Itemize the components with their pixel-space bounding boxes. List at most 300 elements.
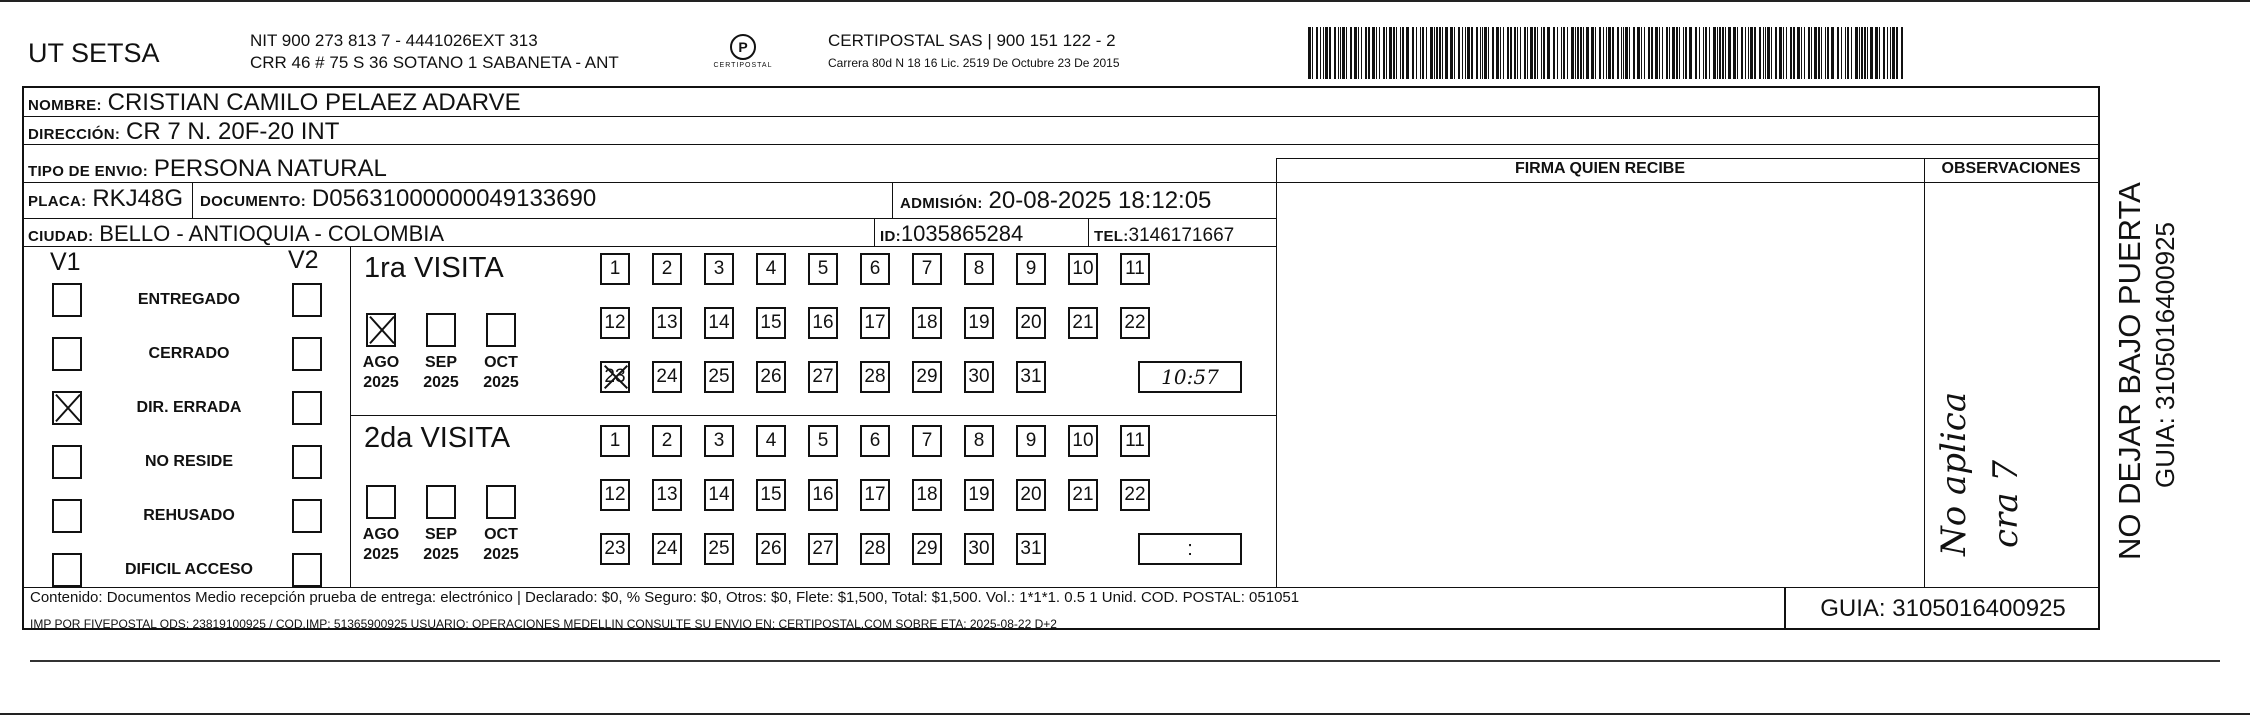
status-label: NO RESIDE: [144, 453, 233, 470]
col-divider: [192, 182, 193, 218]
barcode-bar: [1847, 27, 1849, 79]
observation-note-2: cra 7: [1986, 459, 2026, 548]
month-name: AGO: [362, 354, 400, 371]
day-box[interactable]: 7: [912, 253, 942, 285]
tel-field: [1094, 223, 1234, 247]
documento-value: D05631000000049133690: [311, 185, 597, 212]
nombre-label: NOMBRE:: [28, 97, 102, 114]
hour-box[interactable]: 10:57: [1138, 361, 1242, 393]
day-box[interactable]: 5: [808, 253, 838, 285]
day-box[interactable]: 8: [964, 425, 994, 457]
month-label: [358, 525, 404, 565]
day-box[interactable]: 15: [756, 307, 786, 339]
day-box[interactable]: 4: [756, 253, 786, 285]
address-line: CRR 46 # 75 S 36 SOTANO 1 SABANETA - ANT: [250, 53, 619, 72]
barcode-bar: [1651, 27, 1653, 79]
barcode-bar: [1683, 27, 1684, 79]
placa-label: PLACA:: [28, 193, 87, 210]
v1-checkbox[interactable]: [52, 337, 82, 371]
v2-checkbox[interactable]: [292, 337, 322, 371]
barcode-bar: [1875, 27, 1878, 79]
barcode-bar: [1612, 27, 1614, 79]
barcode-bar: [1434, 27, 1435, 79]
barcode-bar: [1527, 27, 1528, 79]
placa-value: RKJ48G: [92, 185, 184, 212]
tipo-field: [28, 155, 387, 183]
v1-checkbox[interactable]: [52, 553, 82, 587]
barcode-bar: [1703, 27, 1704, 79]
barcode-bar: [1629, 27, 1630, 79]
barcode-bar: [1567, 27, 1568, 79]
barcode-bar: [1561, 27, 1562, 79]
barcode-bar: [1662, 27, 1663, 79]
month-year: 2025: [483, 546, 519, 563]
day-box[interactable]: 3: [704, 253, 734, 285]
hour-box[interactable]: :: [1138, 533, 1242, 565]
v1-checkbox[interactable]: [52, 499, 82, 533]
v1-checkbox[interactable]: [52, 283, 82, 317]
day-box[interactable]: 1: [600, 253, 630, 285]
barcode-bar: [1354, 27, 1357, 79]
ciudad-value: BELLO - ANTIOQUIA - COLOMBIA: [99, 221, 445, 246]
barcode-bar: [1439, 27, 1441, 79]
status-label: ENTREGADO: [137, 291, 241, 308]
day-box[interactable]: 21: [1068, 307, 1098, 339]
barcode-bar: [1517, 27, 1518, 79]
id-value: 1035865284: [900, 221, 1024, 246]
barcode-bar: [1480, 27, 1481, 79]
barcode-bar: [1790, 27, 1792, 79]
day-box[interactable]: 15: [756, 479, 786, 511]
direccion-label: DIRECCIÓN:: [28, 126, 121, 143]
barcode-bar: [1763, 27, 1764, 79]
day-box[interactable]: 31: [1016, 361, 1046, 393]
placa-field: [28, 185, 183, 213]
barcode-bar: [1595, 27, 1596, 79]
barcode-bar: [1733, 27, 1736, 79]
direccion-field: [28, 118, 339, 146]
barcode-bar: [1837, 27, 1839, 79]
barcode-bar: [1779, 27, 1782, 79]
barcode-bar: [1748, 27, 1749, 79]
barcode-bar: [1586, 27, 1589, 79]
day-box[interactable]: 18: [912, 307, 942, 339]
day-box[interactable]: 21: [1068, 479, 1098, 511]
delivery-form: [22, 86, 2100, 630]
barcode-bar: [1870, 27, 1873, 79]
barcode-bar: [1334, 27, 1336, 79]
day-box[interactable]: 26: [756, 361, 786, 393]
documento-label: DOCUMENTO:: [200, 193, 307, 210]
barcode-bar: [1699, 27, 1700, 79]
barcode-bar: [1648, 27, 1650, 79]
barcode-bar: [1400, 27, 1401, 79]
month-checkbox[interactable]: [366, 485, 396, 519]
documento-field: [200, 185, 596, 213]
barcode-bar: [1577, 27, 1579, 79]
day-box[interactable]: 29: [912, 533, 942, 565]
barcode-bar: [1851, 27, 1852, 79]
barcode-bar: [1379, 27, 1380, 79]
barcode-bar: [1750, 27, 1753, 79]
no-dejar-notice: NO DEJAR BAJO PUERTA: [2112, 182, 2147, 560]
status-label: REHUSADO: [143, 507, 235, 524]
barcode-bar: [1372, 27, 1375, 79]
carrier-license: Carrera 80d N 18 16 Lic. 2519 De Octubre 23 De 2015: [828, 56, 1120, 70]
status-label: DIR. ERRADA: [136, 399, 242, 416]
barcode-bar: [1575, 27, 1576, 79]
day-box[interactable]: 11: [1120, 425, 1150, 457]
day-box[interactable]: 1: [600, 425, 630, 457]
barcode-bar: [1737, 27, 1738, 79]
barcode-bar: [1383, 27, 1385, 79]
month-label: [358, 353, 404, 393]
day-box[interactable]: 16: [808, 307, 838, 339]
barcode-bar: [1728, 27, 1731, 79]
barcode-bar: [1338, 27, 1339, 79]
carrier-line: CERTIPOSTAL SAS | 900 151 122 - 2: [828, 31, 1116, 50]
v2-header: V2: [288, 246, 319, 274]
admision-value: 20-08-2025 18:12:05: [988, 187, 1212, 214]
col-divider: [1276, 158, 1277, 587]
barcode-bar: [1879, 27, 1880, 79]
barcode-bar: [1606, 27, 1607, 79]
direccion-value: CR 7 N. 20F-20 INT: [126, 118, 340, 145]
day-box[interactable]: 25: [704, 361, 734, 393]
barcode-bar: [1786, 27, 1787, 79]
v1-header: V1: [50, 248, 81, 276]
barcode-bar: [1361, 27, 1362, 79]
barcode-bar: [1312, 27, 1313, 79]
day-box[interactable]: 18: [912, 479, 942, 511]
barcode-bar: [1462, 27, 1463, 79]
barcode-bar: [1426, 27, 1427, 79]
tel-label: TEL:: [1094, 228, 1129, 245]
barcode-bar: [1845, 27, 1846, 79]
barcode-bar: [1482, 27, 1483, 79]
day-box[interactable]: 17: [860, 479, 890, 511]
barcode-bar: [1340, 27, 1341, 79]
barcode-bar: [1386, 27, 1387, 79]
day-box[interactable]: 12: [600, 307, 630, 339]
ciudad-field: [28, 221, 444, 247]
barcode-bar: [1541, 27, 1542, 79]
barcode-bar: [1376, 27, 1377, 79]
barcode-bar: [1814, 27, 1817, 79]
barcode-bar: [1534, 27, 1536, 79]
v2-checkbox[interactable]: [292, 445, 322, 479]
col-divider: [874, 218, 875, 246]
day-box[interactable]: 26: [756, 533, 786, 565]
day-box[interactable]: 14: [704, 307, 734, 339]
day-box[interactable]: 24: [652, 533, 682, 565]
barcode-bar: [1617, 27, 1619, 79]
month-checkbox[interactable]: [486, 313, 516, 347]
day-box[interactable]: 30: [964, 361, 994, 393]
barcode-bar: [1422, 27, 1424, 79]
barcode-bar: [1695, 27, 1697, 79]
guia-number: GUIA: 3105016400925: [1784, 588, 2100, 630]
barcode-bar: [1637, 27, 1640, 79]
day-box[interactable]: 6: [860, 425, 890, 457]
row-divider: [1276, 158, 2098, 159]
col-divider: [1924, 158, 1925, 587]
barcode-bar: [1471, 27, 1473, 79]
barcode-bar: [1831, 27, 1834, 79]
barcode-bar: [1861, 27, 1863, 79]
day-box[interactable]: 22: [1120, 307, 1150, 339]
barcode-bar: [1454, 27, 1455, 79]
second-visit-title: 2da VISITA: [364, 422, 511, 454]
barcode-bar: [1765, 27, 1766, 79]
admision-label: ADMISIÓN:: [900, 195, 983, 212]
barcode-bar: [1365, 27, 1367, 79]
barcode-bar: [1767, 27, 1770, 79]
day-box[interactable]: 4: [756, 425, 786, 457]
barcode-bar: [1719, 27, 1721, 79]
sheet-bottom-edge: [30, 660, 2220, 662]
v2-checkbox[interactable]: [292, 283, 322, 317]
barcode-bar: [1368, 27, 1370, 79]
barcode-bar: [1709, 27, 1710, 79]
v1-checkbox[interactable]: [52, 391, 82, 425]
day-box[interactable]: 9: [1016, 253, 1046, 285]
barcode-bar: [1520, 27, 1521, 79]
logo-text: CERTIPOSTAL: [713, 62, 773, 69]
day-box[interactable]: 27: [808, 361, 838, 393]
barcode-bar: [1745, 27, 1746, 79]
barcode-bar: [1350, 27, 1352, 79]
month-name: OCT: [484, 354, 518, 371]
barcode-bar: [1467, 27, 1470, 79]
firma-header: FIRMA QUIEN RECIBE: [1514, 160, 1686, 177]
barcode-bar: [1821, 27, 1822, 79]
v1-checkbox[interactable]: [52, 445, 82, 479]
day-box[interactable]: 19: [964, 307, 994, 339]
day-box[interactable]: 11: [1120, 253, 1150, 285]
day-box[interactable]: 22: [1120, 479, 1150, 511]
barcode-bar: [1323, 27, 1324, 79]
barcode-bar: [1342, 27, 1345, 79]
company-name: UT SETSA: [28, 38, 160, 68]
barcode-bar: [1771, 27, 1772, 79]
barcode-bar: [1393, 27, 1395, 79]
day-box[interactable]: 9: [1016, 425, 1046, 457]
day-box[interactable]: 30: [964, 533, 994, 565]
month-year: 2025: [483, 374, 519, 391]
observation-note-1: No aplica: [1934, 391, 1974, 556]
barcode-bar: [1450, 27, 1453, 79]
certipostal-logo: [708, 34, 778, 74]
day-box[interactable]: 8: [964, 253, 994, 285]
month-name: SEP: [424, 526, 457, 543]
barcode-bar: [1603, 27, 1604, 79]
month-label: [478, 353, 524, 393]
barcode-bar: [1655, 27, 1658, 79]
first-visit-title: 1ra VISITA: [364, 252, 504, 284]
barcode-bar: [1416, 27, 1417, 79]
barcode-bar: [1442, 27, 1443, 79]
day-box[interactable]: 14: [704, 479, 734, 511]
content-details: Contenido: Documentos Medio recepción prueba de entrega: electrónico | Declarado: $0, % Seguro: $0, Otros: $0, Flete: $1,500, Total: $1,500. Vol.: 1*1*1. 0.5 1 Unid. COD. POSTAL: 051051: [30, 589, 1300, 606]
barcode-bar: [1685, 27, 1687, 79]
barcode-bar: [1496, 27, 1499, 79]
day-box[interactable]: 27: [808, 533, 838, 565]
barcode-bar: [1396, 27, 1397, 79]
barcode-bar: [1325, 27, 1328, 79]
day-box[interactable]: 13: [652, 479, 682, 511]
month-name: OCT: [484, 526, 518, 543]
barcode-bar: [1722, 27, 1724, 79]
barcode-bar: [1458, 27, 1460, 79]
barcode-bar: [1476, 27, 1478, 79]
barcode-bar: [1320, 27, 1321, 79]
day-box[interactable]: 25: [704, 533, 734, 565]
barcode-bar: [1571, 27, 1574, 79]
day-box[interactable]: 2: [652, 425, 682, 457]
barcode-bar: [1896, 27, 1898, 79]
barcode-bar: [1644, 27, 1645, 79]
day-box[interactable]: 28: [860, 533, 890, 565]
barcode-bar: [1608, 27, 1611, 79]
barcode-bar: [1883, 27, 1885, 79]
barcode-bar: [1659, 27, 1660, 79]
barcode-bar: [1793, 27, 1795, 79]
barcode-bar: [1430, 27, 1433, 79]
barcode-bar: [1484, 27, 1487, 79]
day-box[interactable]: 16: [808, 479, 838, 511]
barcode-bar: [1741, 27, 1743, 79]
barcode-bar: [1507, 27, 1509, 79]
side-guia: GUIA: 3105016400925: [2150, 222, 2180, 488]
day-box[interactable]: 6: [860, 253, 890, 285]
barcode-bar: [1864, 27, 1866, 79]
barcode-bar: [1811, 27, 1812, 79]
barcode-bar: [1725, 27, 1726, 79]
barcode-bar: [1488, 27, 1489, 79]
day-box[interactable]: 17: [860, 307, 890, 339]
barcode-bar: [1825, 27, 1826, 79]
logo-icon: P: [730, 34, 756, 60]
barcode-bar: [1689, 27, 1692, 79]
barcode-bar: [1308, 27, 1311, 79]
id-field: [880, 221, 1023, 247]
barcode-bar: [1621, 27, 1622, 79]
barcode-bar: [1623, 27, 1624, 79]
barcode-bar: [1346, 27, 1347, 79]
barcode-bar: [1713, 27, 1716, 79]
barcode-bar: [1510, 27, 1512, 79]
barcode-bar: [1465, 27, 1466, 79]
barcode-bar: [1530, 27, 1533, 79]
barcode-bar: [1827, 27, 1829, 79]
barcode-bar: [1583, 27, 1584, 79]
col-divider: [892, 182, 893, 218]
month-year: 2025: [363, 546, 399, 563]
day-box[interactable]: 13: [652, 307, 682, 339]
barcode-bar: [1358, 27, 1359, 79]
barcode-bar: [1547, 27, 1550, 79]
barcode-bar: [1580, 27, 1582, 79]
admision-field: [900, 187, 1211, 215]
day-box[interactable]: 10: [1068, 425, 1098, 457]
day-box[interactable]: 2: [652, 253, 682, 285]
status-label: CERRADO: [148, 345, 230, 362]
barcode-bar: [1666, 27, 1668, 79]
barcode-bar: [1402, 27, 1404, 79]
barcode-bar: [1524, 27, 1526, 79]
barcode-bar: [1867, 27, 1868, 79]
barcode-bar: [1329, 27, 1331, 79]
month-checkbox[interactable]: [366, 313, 396, 347]
day-box[interactable]: 28: [860, 361, 890, 393]
barcode-bar: [1783, 27, 1784, 79]
v2-checkbox[interactable]: [292, 391, 322, 425]
nombre-field: [28, 89, 521, 117]
barcode-bar: [1818, 27, 1820, 79]
row-divider: [1276, 182, 2098, 183]
day-box[interactable]: 23: [600, 533, 630, 565]
barcode-bar: [1514, 27, 1517, 79]
barcode-bar: [1901, 27, 1903, 79]
month-checkbox[interactable]: [426, 485, 456, 519]
barcode-bar: [1859, 27, 1860, 79]
day-box[interactable]: 7: [912, 425, 942, 457]
barcode-bar: [1705, 27, 1707, 79]
day-box[interactable]: 20: [1016, 307, 1046, 339]
day-box[interactable]: 29: [912, 361, 942, 393]
barcode-bar: [1801, 27, 1802, 79]
month-year: 2025: [363, 374, 399, 391]
day-box[interactable]: 10: [1068, 253, 1098, 285]
barcode-bar: [1892, 27, 1895, 79]
v2-checkbox[interactable]: [292, 499, 322, 533]
barcode-bar: [1633, 27, 1635, 79]
barcode-bar: [1543, 27, 1545, 79]
carrier-info: [828, 30, 1120, 74]
row-divider: [350, 415, 1276, 416]
barcode-bar: [1775, 27, 1777, 79]
col-divider: [350, 246, 351, 587]
col-divider: [2098, 88, 2099, 628]
day-box[interactable]: 5: [808, 425, 838, 457]
barcode-bar: [1591, 27, 1594, 79]
barcode-bar: [1406, 27, 1409, 79]
day-box[interactable]: 19: [964, 479, 994, 511]
barcode-bar: [1679, 27, 1680, 79]
barcode-bar: [1557, 27, 1558, 79]
barcode-bar: [1797, 27, 1800, 79]
day-box[interactable]: 20: [1016, 479, 1046, 511]
v2-checkbox[interactable]: [292, 553, 322, 587]
day-box[interactable]: 3: [704, 425, 734, 457]
barcode-bar: [1389, 27, 1392, 79]
tel-value: 3146171667: [1128, 225, 1235, 246]
month-checkbox[interactable]: [426, 313, 456, 347]
day-box[interactable]: 31: [1016, 533, 1046, 565]
day-box[interactable]: 12: [600, 479, 630, 511]
day-box[interactable]: 23: [600, 361, 630, 393]
barcode-bar: [1563, 27, 1565, 79]
barcode-bar: [1445, 27, 1448, 79]
day-box[interactable]: 24: [652, 361, 682, 393]
barcode-bar: [1672, 27, 1675, 79]
company-info: [250, 30, 619, 74]
month-label: [478, 525, 524, 565]
ciudad-label: CIUDAD:: [28, 228, 94, 245]
barcode-bar: [1887, 27, 1888, 79]
month-checkbox[interactable]: [486, 485, 516, 519]
